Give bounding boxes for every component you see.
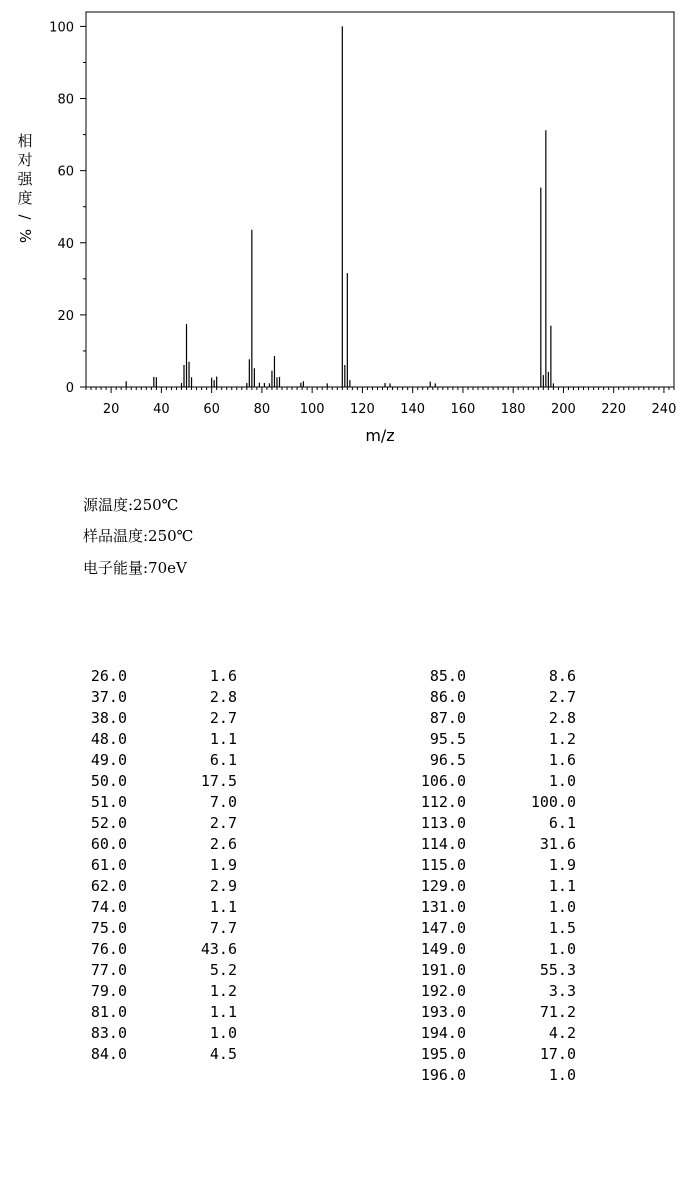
peak-intensity: 1.0 xyxy=(548,940,576,958)
peak-mz: 84.0 xyxy=(90,1045,127,1063)
peak-mz: 52.0 xyxy=(90,814,127,832)
peak-mz: 114.0 xyxy=(420,835,466,853)
x-tick-label: 80 xyxy=(253,402,271,417)
x-tick-label: 200 xyxy=(551,402,576,417)
mass-spectrum-chart xyxy=(0,0,687,450)
peak-intensity: 17.0 xyxy=(539,1045,576,1063)
peak-intensity: 7.7 xyxy=(209,919,237,937)
x-tick-label: 40 xyxy=(153,402,170,417)
peak-mz: 149.0 xyxy=(420,940,466,958)
peak-mz: 74.0 xyxy=(90,898,127,916)
x-tick-label: 20 xyxy=(102,402,120,417)
peak-mz: 81.0 xyxy=(90,1003,127,1021)
peak-intensity: 1.1 xyxy=(548,877,576,895)
peak-mz: 62.0 xyxy=(90,877,127,895)
y-axis-label xyxy=(16,132,34,243)
peak-intensity: 1.1 xyxy=(209,1003,237,1021)
peak-intensity: 55.3 xyxy=(539,961,576,979)
x-tick-label: 100 xyxy=(299,402,325,417)
peak-intensity: 71.2 xyxy=(539,1003,576,1021)
peak-intensity: 1.9 xyxy=(209,856,237,874)
peak-intensity: 1.0 xyxy=(548,772,576,790)
y-axis-label-char: 相 xyxy=(17,132,33,150)
peak-intensity: 6.1 xyxy=(209,751,237,769)
x-tick-label: 120 xyxy=(349,402,375,417)
peak-intensity: 8.6 xyxy=(548,667,576,685)
peak-mz: 131.0 xyxy=(420,898,466,916)
peak-intensity: 1.1 xyxy=(209,898,237,916)
peak-mz: 60.0 xyxy=(90,835,127,853)
y-axis-label-char: % xyxy=(16,228,34,244)
y-axis-label-char: 对 xyxy=(17,151,33,169)
peak-intensity: 2.8 xyxy=(209,688,237,706)
x-axis-label: m/z xyxy=(365,426,395,445)
peak-mz: 48.0 xyxy=(90,730,127,748)
x-tick-label: 60 xyxy=(203,402,220,417)
source-temperature: 源温度:250℃ xyxy=(83,496,179,514)
y-tick-label: 80 xyxy=(57,92,74,108)
peak-mz: 112.0 xyxy=(420,793,466,811)
peak-mz: 196.0 xyxy=(420,1066,466,1084)
peak-intensity: 1.1 xyxy=(209,730,237,748)
peak-mz: 87.0 xyxy=(429,709,466,727)
chart-axes xyxy=(49,12,676,417)
peak-intensity: 2.6 xyxy=(209,835,237,853)
peak-mz: 86.0 xyxy=(429,688,466,706)
plot-frame xyxy=(86,12,674,387)
y-tick-label: 20 xyxy=(57,308,74,324)
peak-mz: 77.0 xyxy=(90,961,127,979)
peak-mz: 115.0 xyxy=(420,856,466,874)
peak-mz: 192.0 xyxy=(420,982,466,1000)
peak-mz: 85.0 xyxy=(429,667,466,685)
peak-intensity: 6.1 xyxy=(548,814,576,832)
peak-intensity: 7.0 xyxy=(209,793,237,811)
peak-intensity: 2.7 xyxy=(548,688,576,706)
peak-intensity: 17.5 xyxy=(200,772,237,790)
peak-intensity: 4.5 xyxy=(209,1045,237,1063)
peak-intensity: 2.9 xyxy=(209,877,237,895)
x-tick-label: 240 xyxy=(651,402,677,417)
peak-intensity: 1.2 xyxy=(209,982,237,1000)
y-axis-label-char: 度 xyxy=(17,189,33,207)
peak-intensity: 31.6 xyxy=(539,835,576,853)
peak-mz: 79.0 xyxy=(90,982,127,1000)
x-tick-label: 220 xyxy=(601,402,627,417)
peak-mz: 191.0 xyxy=(420,961,466,979)
spectrum-bars xyxy=(126,26,553,387)
y-tick-label: 0 xyxy=(65,381,74,396)
peak-intensity: 1.6 xyxy=(209,667,237,685)
peak-mz: 106.0 xyxy=(420,772,466,790)
peak-intensity: 2.7 xyxy=(209,709,237,727)
x-tick-label: 140 xyxy=(400,402,426,417)
sample-temperature: 样品温度:250℃ xyxy=(83,527,194,545)
peak-intensity: 1.0 xyxy=(209,1024,237,1042)
peak-intensity: 1.5 xyxy=(548,919,576,937)
y-tick-label: 40 xyxy=(57,236,74,252)
y-tick-label: 100 xyxy=(49,20,74,36)
y-tick-label: 60 xyxy=(57,164,74,180)
peak-mz: 61.0 xyxy=(90,856,127,874)
peak-intensity: 3.3 xyxy=(548,982,576,1000)
x-tick-label: 180 xyxy=(500,402,526,417)
peak-mz: 113.0 xyxy=(420,814,466,832)
peak-mz: 96.5 xyxy=(429,751,466,769)
peak-intensity: 1.9 xyxy=(548,856,576,874)
peak-intensity: 4.2 xyxy=(548,1024,576,1042)
x-tick-label: 160 xyxy=(450,402,476,417)
peak-mz: 129.0 xyxy=(420,877,466,895)
peak-mz: 38.0 xyxy=(90,709,127,727)
peak-mz: 49.0 xyxy=(90,751,127,769)
peak-mz: 37.0 xyxy=(90,688,127,706)
peak-intensity: 1.2 xyxy=(548,730,576,748)
y-axis-label-char: / xyxy=(16,214,34,220)
peak-mz: 193.0 xyxy=(420,1003,466,1021)
peak-mz: 50.0 xyxy=(90,772,127,790)
peak-intensity: 1.6 xyxy=(548,751,576,769)
peak-mz: 95.5 xyxy=(429,730,466,748)
peak-mz: 51.0 xyxy=(90,793,127,811)
peak-intensity: 2.7 xyxy=(209,814,237,832)
peak-intensity: 2.8 xyxy=(548,709,576,727)
peak-mz: 76.0 xyxy=(90,940,127,958)
peak-mz: 195.0 xyxy=(420,1045,466,1063)
peak-mz: 194.0 xyxy=(420,1024,466,1042)
peak-mz: 83.0 xyxy=(90,1024,127,1042)
peak-intensity: 43.6 xyxy=(200,940,237,958)
peak-mz: 26.0 xyxy=(90,667,127,685)
peak-intensity: 5.2 xyxy=(209,961,237,979)
peak-intensity: 1.0 xyxy=(548,898,576,916)
peak-mz: 75.0 xyxy=(90,919,127,937)
y-axis-label-char: 强 xyxy=(17,170,33,188)
electron-energy: 电子能量:70eV xyxy=(83,559,187,577)
peak-mz: 147.0 xyxy=(420,919,466,937)
peak-intensity: 100.0 xyxy=(530,793,576,811)
peak-intensity: 1.0 xyxy=(548,1066,576,1084)
